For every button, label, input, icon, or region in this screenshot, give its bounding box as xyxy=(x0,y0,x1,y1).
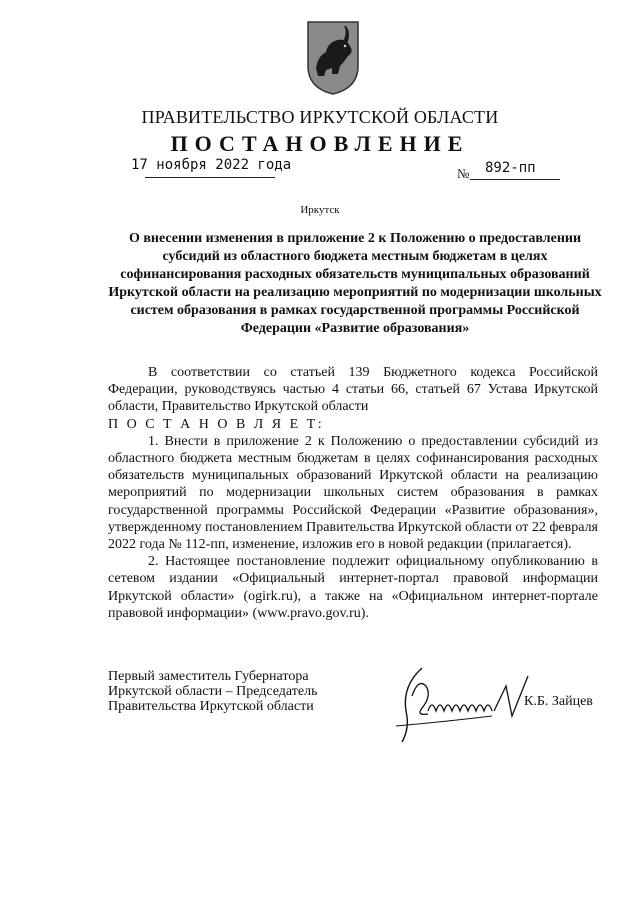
city-label: Иркутск xyxy=(300,204,340,216)
document-title: О внесении изменения в приложение 2 к Положению о предоставлении субсидий из областного бюджета местным бюджетам в целях софинансирования расходных обязательств муниципальных образований Иркутской области на реализацию мероприятий по модернизации школьных систем образования в рамках государственной программы Российской Федерации «Развитие образования» xyxy=(108,231,602,336)
document-date: 17 ноября 2022 года xyxy=(131,157,292,173)
document-type-heading: ПОСТАНОВЛЕНИЕ xyxy=(170,131,470,156)
signer-position-line-1: Первый заместитель Губернатора xyxy=(108,669,309,684)
signer-name: К.Б. Зайцев xyxy=(524,694,593,709)
signer-position xyxy=(108,669,317,714)
number-sign: № xyxy=(457,166,470,181)
intro-paragraph: В соответствии со статьей 139 Бюджетного кодекса Российской Федерации, руководствуясь частью 4 статьи 66, статьей 67 Устава Иркутской области, Правительство Иркутской области xyxy=(108,365,598,415)
document-body xyxy=(108,364,598,622)
signer-position-line-2: Иркутской области – Председатель xyxy=(108,684,318,699)
signer-position-line-3: Правительства Иркутской области xyxy=(108,699,314,714)
government-heading: ПРАВИТЕЛЬСТВО ИРКУТСКОЙ ОБЛАСТИ xyxy=(141,107,499,127)
item-1-paragraph: 1. Внести в приложение 2 к Положению о предоставлении субсидий из областного бюджета местным бюджетам в целях софинансирования расходных обязательств муниципальных образований Иркутской области на реализацию мероприятий по модернизации школьных систем образования в рамках государственной программы Российской Федерации «Развитие образования», утвержденному постановлением Правительства Иркутской области от 22 февраля 2022 года № 112-пп, изменение, изложив его в новой редакции (прилагается). xyxy=(108,433,598,553)
coat-of-arms-emblem xyxy=(304,18,362,96)
date-underline xyxy=(145,177,275,178)
handwritten-signature xyxy=(382,656,532,746)
decree-word: П О С Т А Н О В Л Я Е Т: xyxy=(108,416,325,432)
number-underline xyxy=(470,179,560,180)
document-number: 892-пп xyxy=(485,160,536,176)
item-2-paragraph: 2. Настоящее постановление подлежит официальному опубликованию в сетевом издании «Официальный интернет-портал правовой информации Иркутской области» (ogirk.ru), а также на «Официальном интернет-портале правовой информации» (www.pravo.gov.ru). xyxy=(108,554,598,621)
